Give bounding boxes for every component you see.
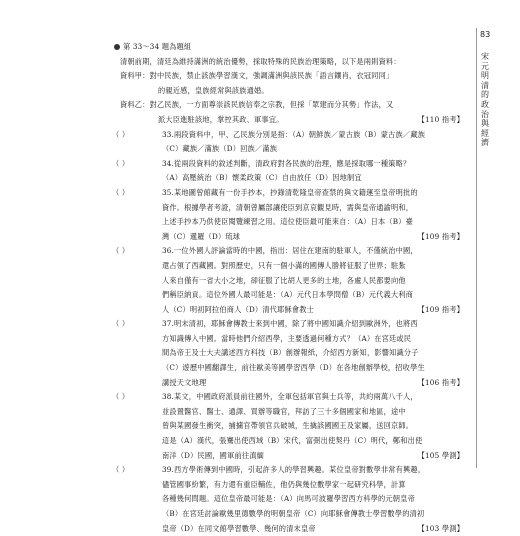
question-line: 33.兩段資料中，甲、乙民族分別是指：（A）朝鮮族／蒙古族（B）蒙古族／藏族 (162, 129, 426, 139)
question-line (114, 376, 464, 391)
question-line (114, 522, 464, 536)
question-33 (114, 128, 464, 157)
question-line: 資作。根據學者考證，清朝曾屬部讓使臣到京哀觀見時，需與皇帝通諭明和， (162, 202, 414, 212)
answer-blank: （ ） (112, 158, 130, 168)
question-line-text: 皇帝（D）在同文館學習數學、幾何的清末皇帝 (162, 523, 316, 533)
question-line: 各種幾何問題。這位皇帝最可能是：（A）向馬可波羅學習西方科學的元朝皇帝 (162, 494, 415, 504)
page-number: 83 (480, 30, 491, 39)
source-tag: 【106 指考】 (417, 377, 464, 387)
question-line: 間為帝王及士大夫講述西方科技（B）創辦報紙，介紹西方新知，影響知識分子 (162, 348, 419, 358)
question-line: 上述手抄本乃供使臣閱覽練習之用。這位使臣最可能來自：（A）日本（B）臺 (162, 217, 414, 227)
answer-blank: （ ） (112, 319, 130, 329)
question-line-text: 講授天文地理 (162, 377, 207, 387)
answer-blank: （ ） (112, 392, 130, 402)
question-line: 34.從兩段資料的敘述判斷，清政府對各民族的治理，應是採取哪一種策略？ (162, 158, 411, 168)
question-line (114, 230, 464, 245)
question-38 (114, 390, 464, 463)
question-line: 儘管國事紛繁，有力還有重臣輔佐，他仍與幾位數學家一起研究科學，計算 (162, 479, 406, 489)
question-line: 曾與某國發生衝突，捕擄官帶領官兵破城，生擒該國國王及家屬，送回京師。 (162, 421, 414, 431)
source-tag: 【109 指考】 (417, 304, 464, 314)
intro-line: 資料乙：對乙民族，一方面尊崇該民族信奉之宗教，但採「眾建而分其勢」作法，又 (120, 100, 394, 110)
question-line: 這是（A）漢代，張騫出使西域（B）宋代，富弼出使契丹（C）明代，鄭和出使 (162, 436, 423, 446)
source-tag: 【105 學測】 (417, 450, 464, 460)
chapter-sidebar-title: 宋元明清的政治與經濟 (481, 52, 489, 148)
question-line: 39.西方學術傳到中國時，引起許多人的學習興趣。某位皇帝對數學非常有興趣， (162, 465, 426, 475)
intro-line-text: 派大臣進駐該地，掌控其政、軍事宜。 (158, 114, 284, 124)
question-content (114, 40, 464, 536)
question-line: （B）在宮廷討論歐幾里德數學的明朝皇帝（C）向耶穌會傳教士學習數學的清初 (162, 509, 425, 518)
question-line: 38.某文，中國政府派員前往國外，全軍包括軍官與士兵等，共約兩萬八千人， (162, 392, 418, 402)
question-37 (114, 317, 464, 390)
question-line: （A）高壓統治（B）懷柔政策（C）自由放任（D）因地制宜 (162, 173, 362, 183)
question-34 (114, 157, 464, 186)
question-line (114, 303, 464, 318)
question-line: 們稱臣納貢。這位外國人最可能是：（A）元代日本學問僧（B）元代義大利商 (162, 290, 414, 300)
question-line-text: 南洋（D）民國，國軍前往滇緬 (162, 450, 265, 460)
question-line: 還占領了西藏國。對照歷史，只有一個小滿的國傳人勝將征服了世界；駐紮 (162, 260, 406, 270)
source-tag: 【103 學測】 (417, 523, 464, 533)
question-line: 37.明末清初，耶穌會傳教士來到中國，除了將中國知識介紹到歐洲外，也將西 (162, 319, 418, 329)
intro-line: 資料甲：對中民族，禁止該族學習漢文，強調滿洲與該民族「語言鑲肖，衣冠同同」 (120, 71, 394, 81)
question-line: 方知識傳入中國。當時他們介紹西學，主要透過何種方式？（A）在宮廷或民 (162, 333, 412, 343)
answer-blank: （ ） (112, 465, 130, 475)
group-heading-text: 第 33～34 題為題組 (123, 42, 192, 51)
intro-line: 清朝前期，清廷為維持滿洲的統治優勢，採取特殊的民族治理策略，以下是兩則資料： (120, 56, 401, 66)
question-35 (114, 186, 464, 244)
question-36 (114, 244, 464, 317)
answer-blank: （ ） (112, 129, 130, 139)
answer-blank: （ ） (112, 246, 130, 256)
question-line-text: 人（C）明初阿拉伯商人（D）清代耶穌會教士 (162, 304, 315, 314)
question-line: 並設置醫官、醫士、通譯、買辦等職官，拜訪了三十多個國家和地區，途中 (162, 406, 406, 416)
answer-blank: （ ） (112, 187, 130, 197)
question-line: （C）藏族／滿族（D）回族／滿族 (162, 144, 278, 154)
question-line-text: 灣（C）暹羅（D）琉球 (162, 231, 241, 241)
intro-line (114, 113, 464, 128)
side-divider (476, 28, 477, 468)
question-line: 36.一位外國人評論當時的中國，指出：居住在建南的駐軍人，不僅統治中國， (162, 246, 418, 256)
intro-line: 的親近感，皇族經常與該族通婚。 (158, 85, 269, 95)
source-tag: 【110 指考】 (417, 114, 464, 124)
bullet-icon (114, 44, 120, 50)
question-line: 人來自僅有一省大小之地，卻征服了比胡人更多的土地，各處人民都要向他 (162, 275, 406, 285)
group-heading (114, 40, 464, 55)
question-line: （C）遊歷中國翻譯生，前往歐美等國學習西學（D）在各地創辦學校，招收學生 (162, 363, 425, 373)
source-tag: 【109 指考】 (417, 231, 464, 241)
question-line: 35.某地圖曾館藏有一份手抄本，抄錄清乾隆皇帝查禁的與文籍運至皇帝明批的 (162, 187, 418, 197)
question-line (114, 449, 464, 464)
